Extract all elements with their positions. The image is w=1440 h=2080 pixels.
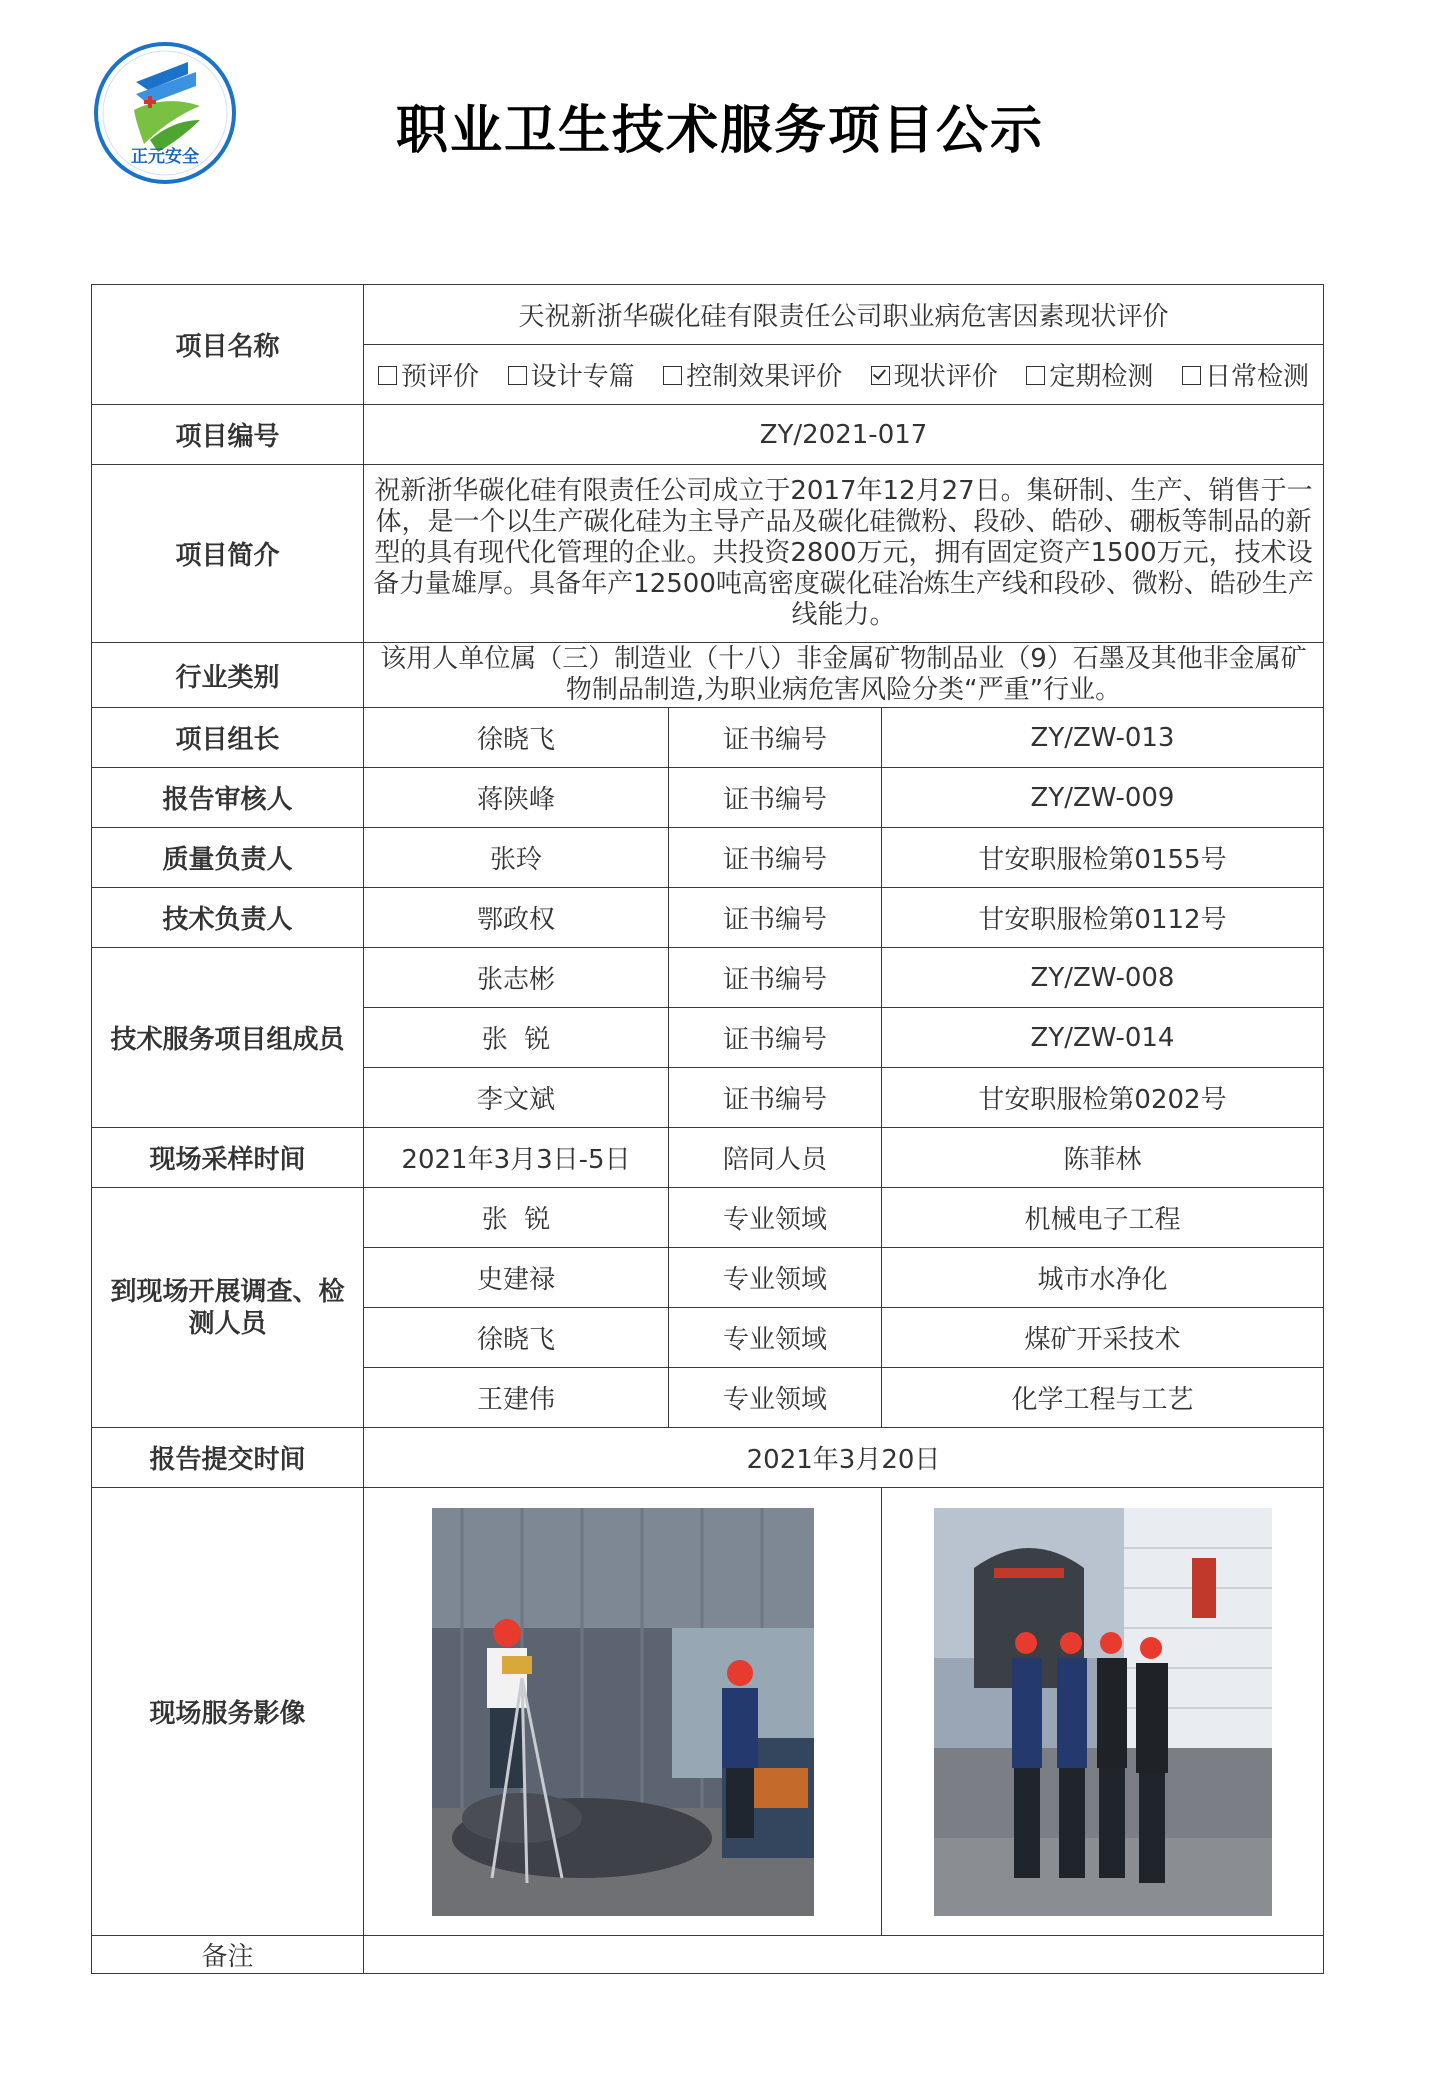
staff-role: 质量负责人	[92, 828, 364, 888]
field-label: 专业领域	[669, 1188, 882, 1248]
row-member	[92, 948, 1324, 1008]
cert-number: 甘安职服检第0112号	[882, 888, 1324, 948]
cert-number: ZY/ZW-009	[882, 768, 1324, 828]
cert-number: 甘安职服检第0202号	[882, 1068, 1324, 1128]
row-industry	[92, 643, 1324, 708]
remarks-value	[364, 1936, 1324, 1974]
sampling-date: 2021年3月3日-5日	[364, 1128, 669, 1188]
photo-cell-2	[882, 1488, 1324, 1936]
staff-name: 张玲	[364, 828, 669, 888]
industry-value: 该用人单位属（三）制造业（十八）非金属矿物制品业（9）石墨及其他非金属矿物制品制造,为职业病危害风险分类“严重”行业。	[364, 643, 1324, 708]
cert-label: 证书编号	[669, 948, 882, 1008]
staff-name: 徐晓飞	[364, 708, 669, 768]
field-label: 专业领域	[669, 1368, 882, 1428]
member-name: 张志彬	[364, 948, 669, 1008]
remarks-label: 备注	[92, 1936, 364, 1974]
summary-label: 项目简介	[92, 465, 364, 643]
cert-label: 证书编号	[669, 768, 882, 828]
row-photos	[92, 1488, 1324, 1936]
project-number-label: 项目编号	[92, 405, 364, 465]
staff-name: 蒋陕峰	[364, 768, 669, 828]
industry-label: 行业类别	[92, 643, 364, 708]
cert-number: ZY/ZW-014	[882, 1008, 1324, 1068]
type-option-status-eval: 现状评价	[871, 356, 998, 393]
cert-label: 证书编号	[669, 1008, 882, 1068]
row-staff-quality	[92, 828, 1324, 888]
checkbox-icon	[1182, 366, 1201, 385]
project-type-options	[364, 345, 1324, 405]
field-value: 机械电子工程	[882, 1188, 1324, 1248]
page-title: 职业卫生技术服务项目公示	[395, 101, 1044, 161]
project-name-label: 项目名称	[92, 285, 364, 405]
checkbox-icon	[508, 366, 527, 385]
row-sampling	[92, 1128, 1324, 1188]
field-value: 城市水净化	[882, 1248, 1324, 1308]
project-info-table	[91, 284, 1324, 1974]
photos-label: 现场服务影像	[92, 1488, 364, 1936]
submit-label: 报告提交时间	[92, 1428, 364, 1488]
summary-value: 祝新浙华碳化硅有限责任公司成立于2017年12月27日。集研制、生产、销售于一体，是一个以生产碳化硅为主导产品及碳化硅微粉、段砂、皓砂、硼板等制品的新型的具有现代化管理的企业。共投资2800万元，拥有固定资产1500万元，技术设备力量雄厚。具备年产12500吨高密度碳化硅冶炼生产线和段砂、微粉、皓砂生产线能力。	[364, 465, 1324, 643]
member-name: 张 锐	[364, 1008, 669, 1068]
cert-number: 甘安职服检第0155号	[882, 828, 1324, 888]
row-staff-technical	[92, 888, 1324, 948]
field-label: 专业领域	[669, 1248, 882, 1308]
type-option-design: 设计专篇	[508, 356, 635, 393]
row-submit	[92, 1428, 1324, 1488]
sampling-label: 现场采样时间	[92, 1128, 364, 1188]
checkbox-checked-icon	[871, 366, 890, 385]
field-value: 化学工程与工艺	[882, 1368, 1324, 1428]
cert-label: 证书编号	[669, 708, 882, 768]
staff-role: 项目组长	[92, 708, 364, 768]
checkbox-icon	[378, 366, 397, 385]
project-number-value: ZY/2021-017	[364, 405, 1324, 465]
submit-date: 2021年3月20日	[364, 1428, 1324, 1488]
cert-label: 证书编号	[669, 828, 882, 888]
row-staff-reviewer	[92, 768, 1324, 828]
type-option-periodic: 定期检测	[1026, 356, 1153, 393]
escort-label: 陪同人员	[669, 1128, 882, 1188]
field-staff-name: 徐晓飞	[364, 1308, 669, 1368]
site-photo-team	[934, 1508, 1272, 1916]
row-project-number	[92, 405, 1324, 465]
field-staff-name: 张 锐	[364, 1188, 669, 1248]
photo-cell-1	[364, 1488, 882, 1936]
staff-name: 鄂政权	[364, 888, 669, 948]
type-option-pre-eval: 预评价	[378, 356, 479, 393]
logo-text: 正元安全	[131, 147, 199, 167]
row-remarks	[92, 1936, 1324, 1974]
project-name-value: 天祝新浙华碳化硅有限责任公司职业病危害因素现状评价	[364, 285, 1324, 345]
escort-name: 陈菲林	[882, 1128, 1324, 1188]
site-photo-sampling	[432, 1508, 814, 1916]
row-project-name	[92, 285, 1324, 345]
field-label: 专业领域	[669, 1308, 882, 1368]
field-staff-name: 王建伟	[364, 1368, 669, 1428]
staff-role: 报告审核人	[92, 768, 364, 828]
field-staff-name: 史建禄	[364, 1248, 669, 1308]
row-field-staff	[92, 1188, 1324, 1248]
row-staff-leader	[92, 708, 1324, 768]
type-option-control-eval: 控制效果评价	[663, 356, 842, 393]
members-label: 技术服务项目组成员	[92, 948, 364, 1128]
field-staff-label: 到现场开展调查、检测人员	[92, 1188, 364, 1428]
cert-label: 证书编号	[669, 1068, 882, 1128]
checkbox-icon	[663, 366, 682, 385]
row-summary	[92, 465, 1324, 643]
member-name: 李文斌	[364, 1068, 669, 1128]
cert-number: ZY/ZW-013	[882, 708, 1324, 768]
staff-role: 技术负责人	[92, 888, 364, 948]
checkbox-icon	[1026, 366, 1045, 385]
type-option-daily: 日常检测	[1182, 356, 1309, 393]
cert-number: ZY/ZW-008	[882, 948, 1324, 1008]
cert-label: 证书编号	[669, 888, 882, 948]
field-value: 煤矿开采技术	[882, 1308, 1324, 1368]
